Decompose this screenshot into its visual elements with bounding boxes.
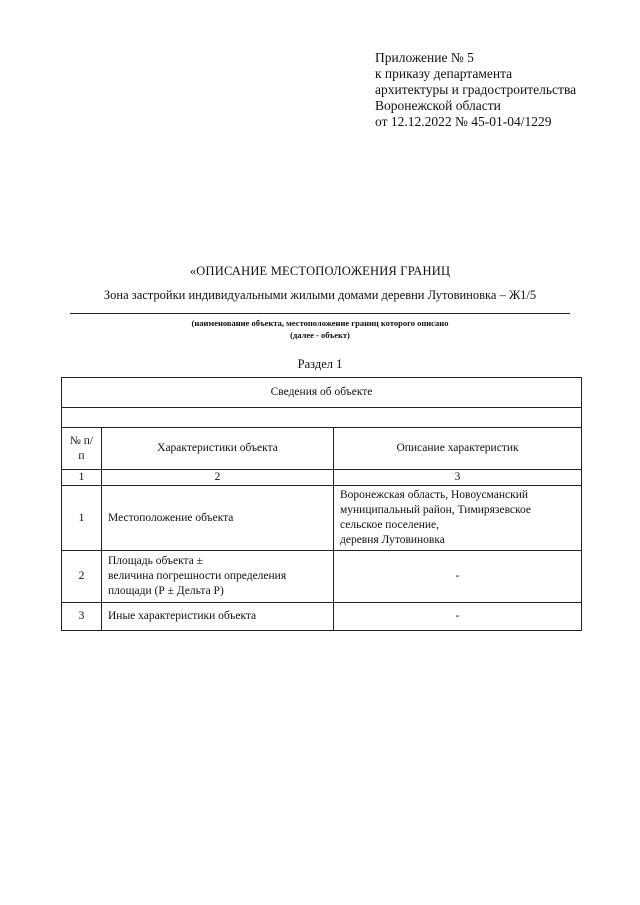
row-characteristic xyxy=(102,551,334,603)
table-header-row xyxy=(62,428,582,470)
row-num: 1 xyxy=(62,486,102,551)
characteristic-line: величина погрешности определения xyxy=(108,570,287,582)
row-characteristic: Иные характеристики объекта xyxy=(102,603,334,631)
description-line: сельское поселение, xyxy=(340,519,439,531)
description-line: Воронежская область, Новоусманский xyxy=(340,489,529,501)
note-line: (далее - объект) xyxy=(290,330,350,340)
row-characteristic: Местоположение объекта xyxy=(102,486,334,551)
row-description xyxy=(334,486,582,551)
header-description: Описание характеристик xyxy=(334,428,582,470)
column-number: 3 xyxy=(334,470,582,486)
section-label: Раздел 1 xyxy=(297,357,343,371)
header-num: № п/п xyxy=(62,428,102,470)
header-characteristic: Характеристики объекта xyxy=(102,428,334,470)
row-description: - xyxy=(334,603,582,631)
row-num: 2 xyxy=(62,551,102,603)
object-name-note xyxy=(70,317,570,341)
appendix-block xyxy=(375,50,576,130)
document-title: «ОПИСАНИЕ МЕСТОПОЛОЖЕНИЯ ГРАНИЦ xyxy=(189,264,451,278)
column-number: 1 xyxy=(62,470,102,486)
table-caption: Сведения об объекте xyxy=(62,378,582,408)
column-number-row xyxy=(62,470,582,486)
appendix-line: Воронежской области xyxy=(375,98,501,113)
appendix-line: архитектуры и градостроительства xyxy=(375,82,577,97)
object-info-table xyxy=(61,377,582,631)
appendix-line: к приказу департамента xyxy=(375,66,513,81)
appendix-line: Приложение № 5 xyxy=(375,50,474,65)
appendix-line: от 12.12.2022 № 45-01-04/1229 xyxy=(375,114,552,129)
description-line: деревня Лутовиновка xyxy=(340,534,445,546)
row-description: - xyxy=(334,551,582,603)
column-number: 2 xyxy=(102,470,334,486)
object-name: Зона застройки индивидуальными жилыми домами деревни Лутовиновка – Ж1/5 xyxy=(103,288,537,302)
table-row xyxy=(62,603,582,631)
characteristic-line: площади (Р ± Дельта Р) xyxy=(108,585,224,597)
row-num: 3 xyxy=(62,603,102,631)
characteristic-line: Площадь объекта ± xyxy=(108,555,203,567)
table-row xyxy=(62,486,582,551)
table-row xyxy=(62,551,582,603)
table-caption-row xyxy=(62,378,582,408)
table-empty-row xyxy=(62,408,582,428)
empty-cell xyxy=(62,408,582,428)
name-underline xyxy=(70,313,570,314)
note-line: (наименование объекта, местоположение границ которого описано xyxy=(191,318,449,328)
description-line: муниципальный район, Тимирязевское xyxy=(340,504,532,516)
